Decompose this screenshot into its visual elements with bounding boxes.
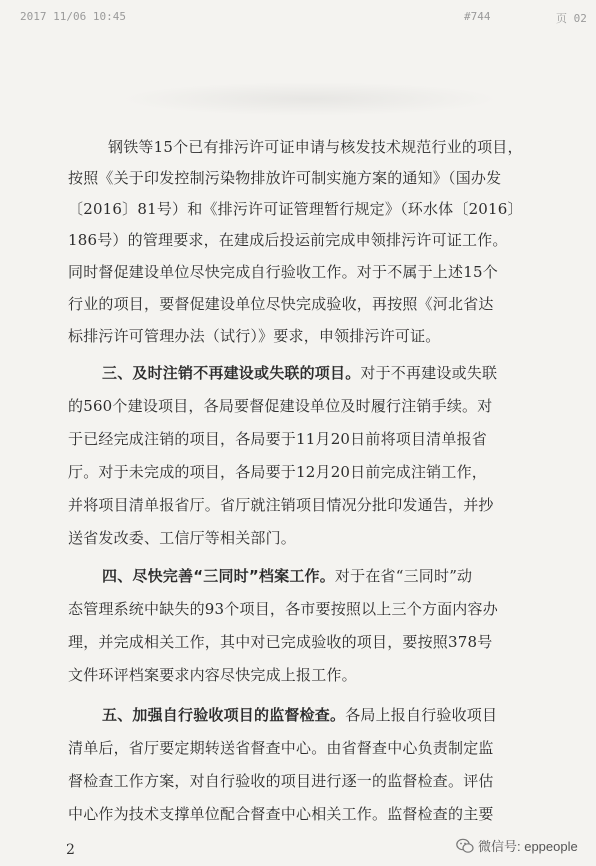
section-4-lead: 对于在省“三同时”动 (334, 567, 473, 585)
fax-page-label: 页 02 (556, 12, 587, 25)
section-3-line-2: 的560个建设项目，各局要督促建设单位及时履行注销手续。对 (68, 397, 493, 415)
fax-timestamp: 2017 11/06 10:45 (20, 10, 126, 23)
watermark-text: 微信号: eppeople (478, 839, 578, 854)
section-3-line-6: 送省发改委、工信厅等相关部门。 (68, 529, 297, 547)
paragraph-1-line-3: 〔2016〕81号）和《排污许可证管理暂行规定》（环水体〔2016〕 (68, 200, 523, 218)
paragraph-1-line-4: 186号）的管理要求，在建成后投运前完成申领排污许可证工作。 (68, 231, 508, 249)
scan-smudge (120, 82, 500, 116)
paragraph-1-line-2: 按照《关于印发控制污染物排放许可制实施方案的通知》（国办发 (68, 169, 502, 187)
paragraph-1-line-1: 钢铁等15个已有排污许可证申请与核发技术规范行业的项目， (108, 138, 523, 156)
paragraph-1-line-7: 标排污许可管理办法（试行）》要求，申领排污许可证。 (68, 327, 441, 345)
section-3-heading: 三、及时注销不再建设或失联的项目。 (102, 364, 361, 382)
section-4-heading: 四、尽快完善“三同时”档案工作。 (102, 567, 335, 585)
paragraph-1-line-5: 同时督促建设单位尽快完成自行验收工作。对于不属于上述15个 (68, 263, 498, 281)
wechat-watermark (456, 836, 578, 855)
fax-header (0, 10, 596, 30)
section-5-line-2: 清单后，省厅要定期转送省督查中心。由省督查中心负责制定监 (68, 739, 494, 757)
section-3-line-4: 厅。对于未完成的项目，各局要于12月20日前完成注销工作， (68, 463, 487, 481)
section-3-line-3: 于已经完成注销的项目，各局要于11月20日前将项目清单报省 (68, 430, 487, 448)
wechat-icon (456, 838, 474, 854)
page-number: 2 (66, 842, 75, 858)
section-3-lead: 对于不再建设或失联 (360, 364, 498, 382)
section-5-line-4: 中心作为技术支撑单位配合督查中心相关工作。监督检查的主要 (68, 805, 494, 823)
section-5-line-1 (102, 706, 497, 724)
section-4-line-2: 态管理系统中缺失的93个项目，各市要按照以上三个方面内容办 (68, 600, 498, 618)
section-4-line-4: 文件环评档案要求内容尽快完成上报工作。 (68, 666, 357, 684)
section-5-lead: 各局上报自行验收项目 (345, 706, 498, 724)
section-3-line-1 (102, 364, 497, 382)
section-5-line-3: 督检查工作方案，对自行验收的项目进行逐一的监督检查。评估 (68, 772, 494, 790)
section-4-line-1 (102, 567, 472, 585)
section-3-line-5: 并将项目清单报省厅。省厅就注销项目情况分批印发通告，并抄 (68, 496, 494, 514)
section-4-line-3: 理，并完成相关工作，其中对已完成验收的项目，要按照378号 (68, 633, 493, 651)
section-5-heading: 五、加强自行验收项目的监督检查。 (102, 706, 346, 724)
paragraph-1-line-6: 行业的项目，要督促建设单位尽快完成验收，再按照《河北省达 (68, 295, 494, 313)
fax-number: #744 (464, 10, 491, 23)
